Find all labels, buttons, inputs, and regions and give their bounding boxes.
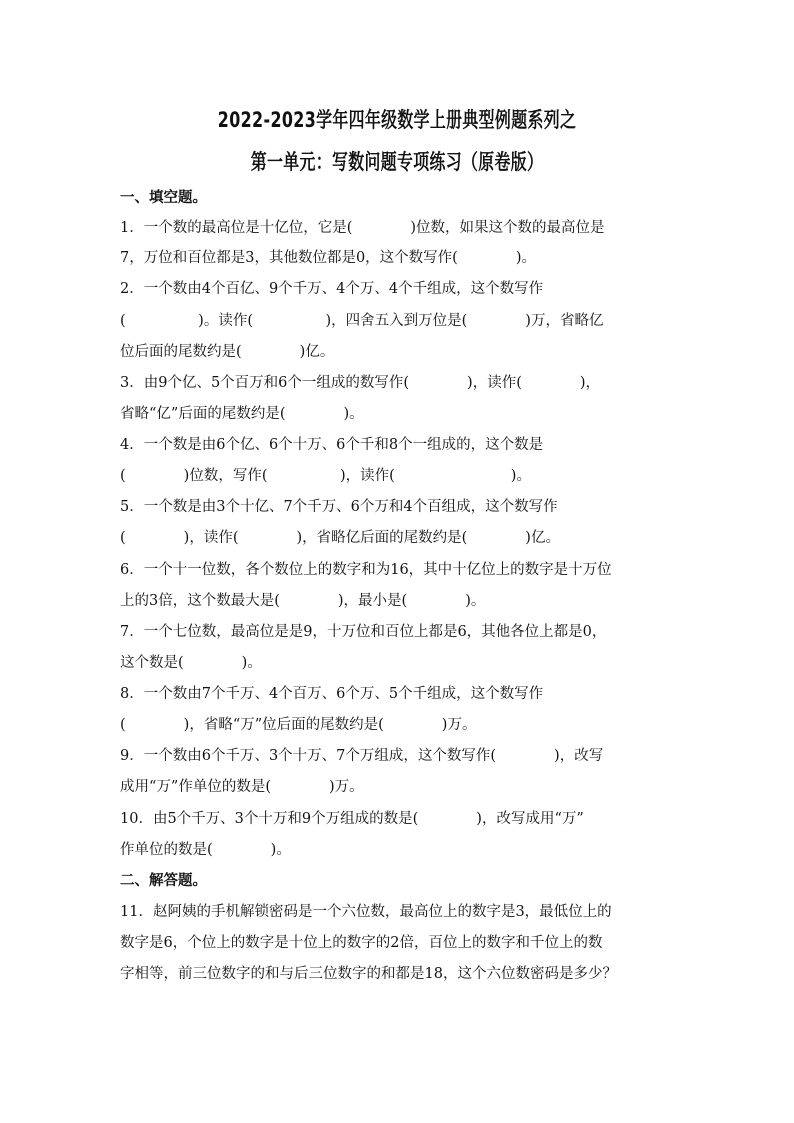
page-title-line-1: 2022-2023学年四年级数学上册典型例题系列之 [217, 108, 577, 132]
question-line: 11．赵阿姨的手机解锁密码是一个六位数，最高位上的数字是3，最低位上的 [120, 904, 612, 920]
page-title-line-2: 第一单元：写数问题专项练习（原卷版） [250, 150, 544, 174]
question-line: 2．一个数由4个百亿、9个千万、4个万、4个千组成，这个数写作 [120, 281, 544, 297]
question-line: 4．一个数是由6个亿、6个十万、6个千和8个一组成的，这个数是 [120, 437, 544, 453]
question-line: 位后面的尾数约是( )亿。 [120, 344, 335, 360]
section-heading-fill-in: 一、填空题。 [120, 190, 207, 206]
question-line: 省略“亿”后面的尾数约是( )。 [120, 406, 364, 422]
question-line: 9．一个数由6个千万、3个十万、7个万组成，这个数写作( )，改写 [120, 748, 604, 764]
question-line: 数字是6，个位上的数字是十位上的数字的2倍，百位上的数字和千位上的数 [120, 935, 603, 951]
question-line: 8．一个数由7个千万、4个百万、6个万、5个千组成，这个数写作 [120, 686, 544, 702]
question-line: 成用“万”作单位的数是( )万。 [120, 779, 364, 795]
question-line: 5．一个数是由3个十亿、7个千万、6个万和4个百组成，这个数写作 [120, 499, 558, 515]
section-heading-answer: 二、解答题。 [120, 873, 207, 889]
question-line: 3．由9个亿、5个百万和6个一组成的数写作( )，读作( )， [120, 375, 601, 391]
question-line: 字相等，前三位数字的和与后三位数字的和都是18，这个六位数密码是多少？ [120, 966, 617, 982]
question-line: 7．一个七位数，最高位是是9，十万位和百位上都是6，其他各位上都是0， [120, 624, 607, 640]
question-line: 6．一个十一位数，各个数位上的数字和为16，其中十亿位上的数字是十万位 [120, 562, 612, 578]
question-line: 10．由5个千万、3个十万和9个万组成的数是( )，改写成用“万” [120, 811, 584, 827]
question-line: 7，万位和百位都是3，其他数位都是0，这个数写作( )。 [120, 250, 536, 266]
question-line: 作单位的数是( )。 [120, 842, 291, 858]
question-line: ( )位数，写作( )，读作( )。 [120, 468, 531, 484]
question-line: 上的3倍，这个数最大是( )，最小是( )。 [120, 593, 486, 609]
question-line: 1．一个数的最高位是十亿位，它是( )位数，如果这个数的最高位是 [120, 220, 605, 236]
question-line: ( )。读作( )，四舍五入到万位是( )万，省略亿 [120, 313, 604, 329]
question-line: ( )，省略“万”位后面的尾数约是( )万。 [120, 717, 477, 733]
question-line: 这个数是( )。 [120, 655, 262, 671]
question-line: ( )，读作( )，省略亿后面的尾数约是( )亿。 [120, 530, 560, 546]
